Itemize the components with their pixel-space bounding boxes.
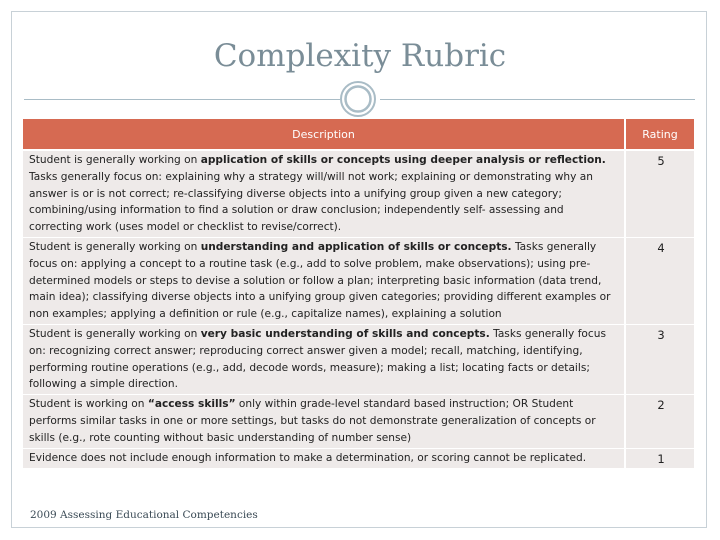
rating-column-header: Rating [625, 119, 694, 150]
circle-ornament-icon [339, 80, 377, 118]
rating-cell: 1 [625, 448, 694, 469]
title-divider-left [24, 99, 340, 100]
slide-footer: 2009 Assessing Educational Competencies [30, 509, 258, 521]
rating-cell: 3 [625, 324, 694, 394]
rating-cell: 2 [625, 395, 694, 448]
description-column-header: Description [23, 119, 625, 150]
rubric-table [23, 119, 694, 469]
description-cell: Student is generally working on application of skills or concepts using deeper analysis or reflection. Tasks generally focus on: explaining why a strategy will/will not work; explaining or demonstrating why an answer is or is not correct; re-classifying diverse objects into a unifying group given a new category; combining/using information to find a solution or draw conclusion; independently self- assessing and correcting work (uses model or checklist to revise/correct). [23, 150, 625, 237]
title-divider-right [380, 99, 695, 100]
table-row [23, 150, 694, 237]
description-cell: Student is generally working on very basic understanding of skills and concepts. Tasks generally focus on: recognizing correct answer; reproducing correct answer given a model; recall, matching, identifying, performing routine operations (e.g., add, decode words, measure); making a list; locating facts or details; following a simple direction. [23, 324, 625, 394]
table-row [23, 448, 694, 469]
rating-cell: 5 [625, 150, 694, 237]
table-row [23, 395, 694, 448]
description-cell: Student is working on “access skills” only within grade-level standard based instruction; OR Student performs similar tasks in one or more settings, but tasks do not demonstrate generalization of concepts or skills (e.g., rote counting without basic understanding of number sense) [23, 395, 625, 448]
table-row [23, 237, 694, 324]
description-cell: Evidence does not include enough information to make a determination, or scoring cannot be replicated. [23, 448, 625, 469]
slide-title: Complexity Rubric [213, 38, 507, 74]
table-row [23, 324, 694, 394]
table-header-row [23, 119, 694, 150]
description-cell: Student is generally working on understanding and application of skills or concepts. Tasks generally focus on: applying a concept to a routine task (e.g., add to solve problem, make observations); using pre-determined models or steps to devise a solution or follow a plan; interpreting basic information (data trend, main idea); classifying diverse objects into a unifying group given categories; providing different examples or non examples; applying a definition or rule (e.g., capitalize names), explaining a solution [23, 237, 625, 324]
rating-cell: 4 [625, 237, 694, 324]
